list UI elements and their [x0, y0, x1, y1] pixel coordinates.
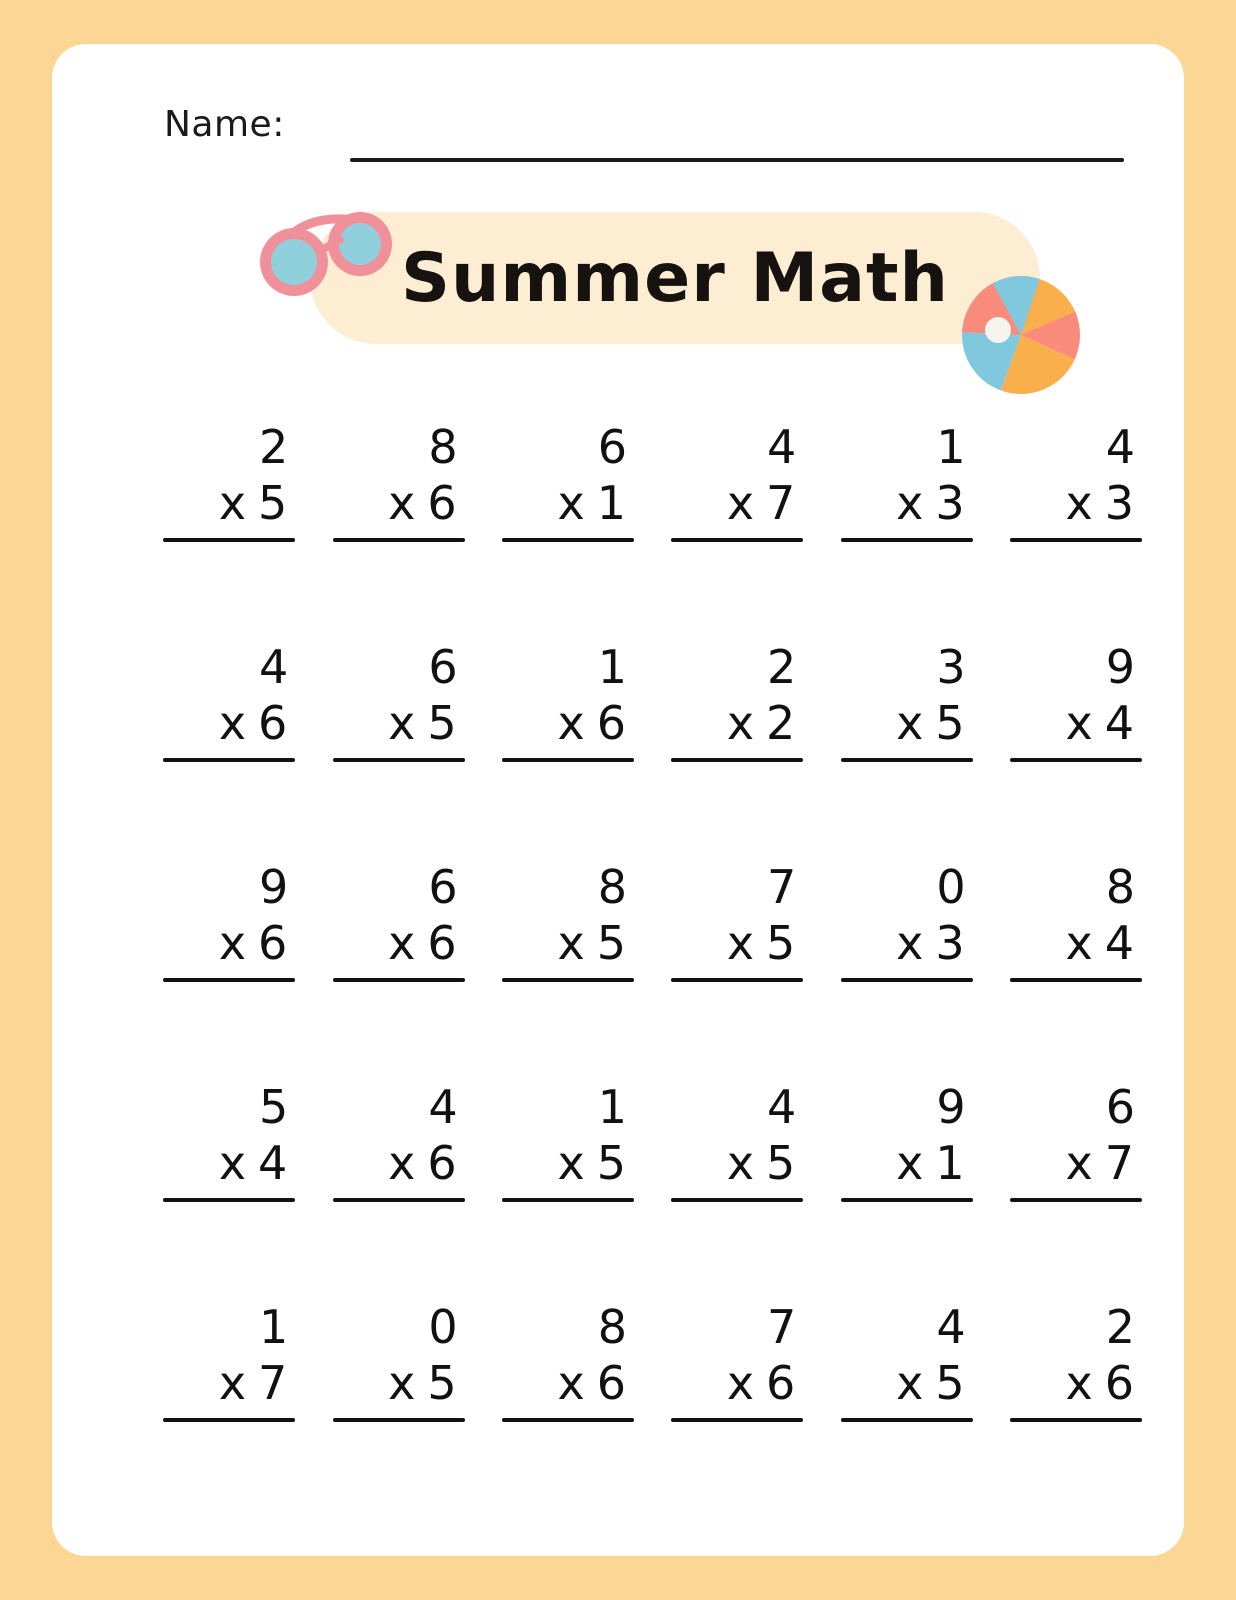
operator-symbol: x [726, 1136, 757, 1190]
operator-symbol: x [726, 696, 757, 750]
problem-cell [825, 402, 994, 622]
problem-top-number: 8 [1105, 860, 1136, 914]
problem-cell [487, 1062, 656, 1282]
problem-bottom-row [841, 474, 973, 532]
problem-top-number: 2 [259, 420, 290, 474]
operator-symbol: x [218, 696, 249, 750]
answer-rule[interactable] [841, 758, 973, 762]
answer-rule[interactable] [841, 1198, 973, 1202]
operator-symbol: x [218, 476, 249, 530]
answer-rule[interactable] [671, 978, 803, 982]
operator-symbol: x [557, 696, 587, 750]
answer-rule[interactable] [841, 978, 973, 982]
problem-bottom-row [333, 1354, 465, 1412]
answer-rule[interactable] [841, 538, 973, 542]
problem-top-number: 8 [428, 420, 459, 474]
problem-cell [317, 1282, 486, 1502]
problem-cell [825, 1282, 994, 1502]
answer-rule[interactable] [502, 538, 634, 542]
problem-cell [825, 622, 994, 842]
problem-bottom-row [163, 474, 295, 532]
problem-bottom-number: 5 [596, 1136, 628, 1190]
operator-symbol: x [557, 916, 587, 970]
problem-top-number: 6 [1105, 1080, 1136, 1134]
problem-top-number: 1 [597, 640, 628, 694]
problem-bottom-number: 6 [596, 1356, 628, 1410]
problem-cell [487, 1282, 656, 1502]
problem-bottom-number: 1 [596, 476, 628, 530]
sunglasses-icon [248, 200, 398, 320]
problem-bottom-row [671, 914, 803, 972]
beach-ball-icon [958, 272, 1084, 398]
problem-bottom-row [1010, 694, 1142, 752]
operator-symbol: x [896, 696, 926, 750]
problem-bottom-number: 3 [935, 916, 967, 970]
operator-symbol: x [726, 916, 757, 970]
answer-rule[interactable] [333, 538, 465, 542]
operator-symbol: x [557, 1136, 587, 1190]
problem-cell [317, 622, 486, 842]
problem-bottom-number: 6 [596, 696, 628, 750]
problem-top-number: 6 [428, 860, 459, 914]
title-banner-group [202, 204, 1102, 404]
problem-bottom-number: 5 [766, 1136, 798, 1190]
operator-symbol: x [726, 476, 757, 530]
problem-top-number: 4 [259, 640, 290, 694]
operator-symbol: x [388, 1356, 418, 1410]
problem-bottom-number: 6 [766, 1356, 798, 1410]
problem-top-number: 6 [428, 640, 459, 694]
operator-symbol: x [896, 1136, 926, 1190]
problem-bottom-row [841, 914, 973, 972]
problem-top-number: 0 [936, 860, 967, 914]
problem-bottom-number: 5 [766, 916, 798, 970]
problem-bottom-number: 2 [766, 696, 798, 750]
problem-bottom-number: 3 [935, 476, 967, 530]
operator-symbol: x [1065, 696, 1095, 750]
problems-grid [148, 402, 1164, 1502]
problem-top-number: 7 [767, 1300, 798, 1354]
problem-bottom-number: 4 [258, 1136, 290, 1190]
problem-bottom-number: 6 [427, 476, 459, 530]
answer-rule[interactable] [502, 1418, 634, 1422]
problem-bottom-row [841, 1134, 973, 1192]
problem-top-number: 4 [767, 420, 798, 474]
problem-cell [148, 1062, 317, 1282]
operator-symbol: x [896, 916, 926, 970]
problem-bottom-number: 4 [1104, 696, 1136, 750]
problem-bottom-number: 7 [258, 1356, 290, 1410]
problem-cell [317, 842, 486, 1062]
answer-rule[interactable] [502, 1198, 634, 1202]
operator-symbol: x [1065, 476, 1095, 530]
problem-top-number: 0 [428, 1300, 459, 1354]
problem-bottom-number: 6 [427, 1136, 459, 1190]
problem-bottom-row [333, 474, 465, 532]
problem-bottom-row [671, 694, 803, 752]
problem-top-number: 6 [597, 420, 628, 474]
problem-top-number: 4 [767, 1080, 798, 1134]
operator-symbol: x [557, 1356, 587, 1410]
operator-symbol: x [1065, 1356, 1095, 1410]
operator-symbol: x [896, 476, 926, 530]
problem-cell [656, 842, 825, 1062]
problem-bottom-number: 5 [596, 916, 628, 970]
problem-cell [487, 402, 656, 622]
answer-rule[interactable] [163, 978, 295, 982]
name-label: Name: [164, 104, 285, 145]
problem-top-number: 4 [428, 1080, 459, 1134]
problem-bottom-row [1010, 1134, 1142, 1192]
problem-cell [148, 842, 317, 1062]
answer-rule[interactable] [163, 758, 295, 762]
answer-rule[interactable] [502, 758, 634, 762]
problem-bottom-row [671, 1134, 803, 1192]
operator-symbol: x [218, 1356, 249, 1410]
problem-cell [656, 402, 825, 622]
problem-bottom-number: 7 [1104, 1136, 1136, 1190]
problem-top-number: 2 [1105, 1300, 1136, 1354]
answer-rule[interactable] [163, 538, 295, 542]
operator-symbol: x [218, 1136, 249, 1190]
problem-top-number: 3 [936, 640, 967, 694]
problem-top-number: 1 [259, 1300, 290, 1354]
problem-bottom-number: 5 [258, 476, 290, 530]
problem-cell [148, 1282, 317, 1502]
operator-symbol: x [1065, 1136, 1095, 1190]
problem-bottom-row [163, 1354, 295, 1412]
problem-cell [487, 622, 656, 842]
answer-rule[interactable] [671, 758, 803, 762]
problem-bottom-number: 5 [935, 1356, 967, 1410]
problem-top-number: 1 [597, 1080, 628, 1134]
answer-rule[interactable] [1010, 1198, 1142, 1202]
operator-symbol: x [557, 476, 587, 530]
problem-bottom-row [333, 694, 465, 752]
operator-symbol: x [388, 696, 418, 750]
problem-cell [995, 1282, 1164, 1502]
problem-cell [148, 402, 317, 622]
worksheet-sheet [52, 44, 1184, 1556]
problem-bottom-number: 1 [935, 1136, 967, 1190]
problem-top-number: 4 [936, 1300, 967, 1354]
problem-bottom-row [502, 1134, 634, 1192]
answer-rule[interactable] [1010, 538, 1142, 542]
problem-top-number: 8 [597, 860, 628, 914]
answer-rule[interactable] [1010, 978, 1142, 982]
problem-top-number: 8 [597, 1300, 628, 1354]
problem-cell [317, 402, 486, 622]
problem-bottom-row [163, 914, 295, 972]
name-field-row [164, 96, 1124, 166]
problem-bottom-number: 6 [258, 916, 290, 970]
problem-cell [656, 1062, 825, 1282]
problem-bottom-row [163, 694, 295, 752]
answer-rule[interactable] [333, 1198, 465, 1202]
problem-top-number: 1 [936, 420, 967, 474]
problem-bottom-number: 6 [427, 916, 459, 970]
problem-bottom-number: 5 [427, 1356, 459, 1410]
answer-rule[interactable] [502, 978, 634, 982]
problem-cell [995, 622, 1164, 842]
problem-bottom-row [671, 474, 803, 532]
problem-bottom-row [1010, 914, 1142, 972]
problem-bottom-number: 7 [766, 476, 798, 530]
problem-bottom-row [1010, 474, 1142, 532]
problem-bottom-row [502, 474, 634, 532]
problem-bottom-row [333, 1134, 465, 1192]
answer-rule[interactable] [333, 758, 465, 762]
problem-bottom-row [502, 1354, 634, 1412]
operator-symbol: x [218, 916, 249, 970]
problem-bottom-number: 6 [1104, 1356, 1136, 1410]
problem-cell [317, 1062, 486, 1282]
problem-bottom-row [502, 694, 634, 752]
problem-cell [825, 1062, 994, 1282]
problem-cell [995, 402, 1164, 622]
problem-top-number: 5 [259, 1080, 290, 1134]
problem-cell [487, 842, 656, 1062]
problem-cell [995, 1062, 1164, 1282]
problem-bottom-number: 4 [1104, 916, 1136, 970]
problem-bottom-row [502, 914, 634, 972]
answer-rule[interactable] [333, 978, 465, 982]
problem-bottom-row [163, 1134, 295, 1192]
problem-bottom-row [841, 1354, 973, 1412]
answer-rule[interactable] [671, 1198, 803, 1202]
answer-rule[interactable] [163, 1198, 295, 1202]
answer-rule[interactable] [841, 1418, 973, 1422]
problem-cell [148, 622, 317, 842]
problem-cell [995, 842, 1164, 1062]
operator-symbol: x [388, 1136, 418, 1190]
problem-bottom-row [841, 694, 973, 752]
problem-top-number: 2 [767, 640, 798, 694]
problem-bottom-row [1010, 1354, 1142, 1412]
problem-cell [825, 842, 994, 1062]
operator-symbol: x [726, 1356, 757, 1410]
problem-bottom-row [333, 914, 465, 972]
operator-symbol: x [388, 916, 418, 970]
problem-bottom-number: 5 [427, 696, 459, 750]
problem-cell [656, 1282, 825, 1502]
problem-top-number: 9 [259, 860, 290, 914]
answer-rule[interactable] [671, 538, 803, 542]
page-title: Summer Math [401, 238, 949, 318]
problem-top-number: 9 [936, 1080, 967, 1134]
problem-top-number: 9 [1105, 640, 1136, 694]
problem-top-number: 4 [1105, 420, 1136, 474]
answer-rule[interactable] [671, 1418, 803, 1422]
answer-rule[interactable] [163, 1418, 295, 1422]
problem-bottom-number: 6 [258, 696, 290, 750]
problem-bottom-number: 5 [935, 696, 967, 750]
operator-symbol: x [388, 476, 418, 530]
problem-bottom-number: 3 [1104, 476, 1136, 530]
problem-cell [656, 622, 825, 842]
problem-top-number: 7 [767, 860, 798, 914]
operator-symbol: x [1065, 916, 1095, 970]
name-write-line[interactable] [350, 158, 1124, 162]
operator-symbol: x [896, 1356, 926, 1410]
problem-bottom-row [671, 1354, 803, 1412]
answer-rule[interactable] [333, 1418, 465, 1422]
answer-rule[interactable] [1010, 1418, 1142, 1422]
answer-rule[interactable] [1010, 758, 1142, 762]
